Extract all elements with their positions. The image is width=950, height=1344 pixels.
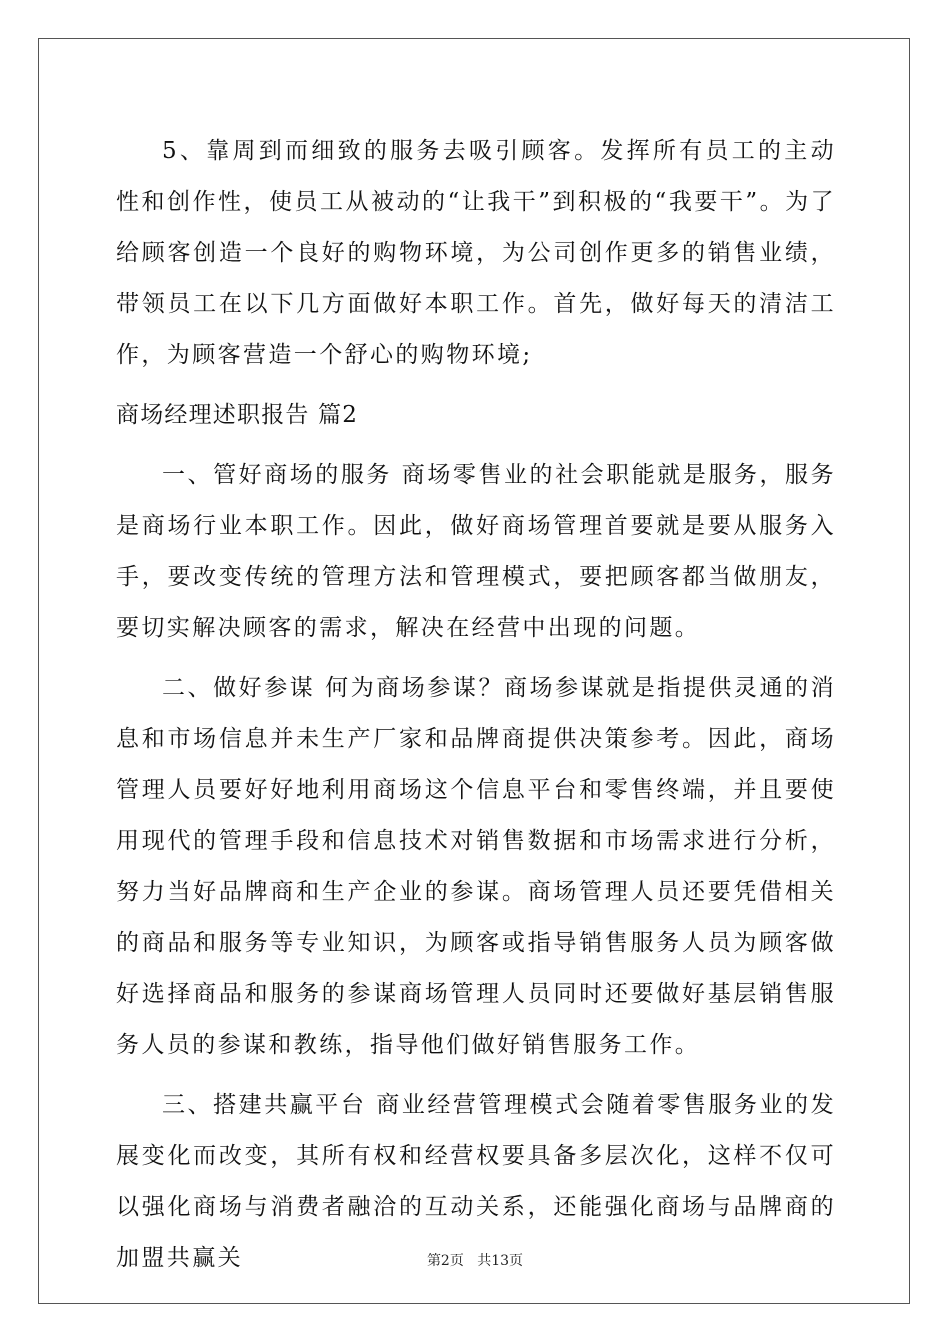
paragraph-service-5: 5、靠周到而细致的服务去吸引顾客。发挥所有员工的主动性和创作性，使员工从被动的“让我干”到积极的“我要干”。为了给顾客创造一个良好的购物环境，为公司创作更多的销售业绩，带领员工在以下几方面做好本职工作。首先，做好每天的清洁工作，为顾客营造一个舒心的购物环境;: [116, 138, 836, 368]
page-total: 共13页: [477, 1253, 524, 1269]
paragraph-win-win-platform: 三、搭建共赢平台 商业经营管理模式会随着零售服务业的发展变化而改变，其所有权和经营权要具备多层次化，这样不仅可以强化商场与消费者融洽的互动关系，还能强化商场与品牌商的加盟共赢关: [116, 1092, 836, 1271]
page-number: 第2页: [426, 1253, 464, 1269]
section-heading: 商场经理述职报告 篇2: [116, 402, 359, 428]
page-footer: [0, 1250, 950, 1270]
document-body: [116, 126, 836, 1284]
paragraph-advisor: 二、做好参谋 何为商场参谋？商场参谋就是指提供灵通的消息和市场信息并未生产厂家和品牌商提供决策参考。因此，商场管理人员要好好地利用商场这个信息平台和零售终端，并且要使用现代的管理手段和信息技术对销售数据和市场需求进行分析，努力当好品牌商和生产企业的参谋。商场管理人员还要凭借相关的商品和服务等专业知识，为顾客或指导销售服务人员为顾客做好选择商品和服务的参谋商场管理人员同时还要做好基层销售服务人员的参谋和教练，指导他们做好销售服务工作。: [116, 675, 836, 1058]
paragraph-service-management: 一、管好商场的服务 商场零售业的社会职能就是服务，服务是商场行业本职工作。因此，做好商场管理首要就是要从服务入手，要改变传统的管理方法和管理模式，要把顾客都当做朋友，要切实解决顾客的需求，解决在经营中出现的问题。: [116, 462, 836, 641]
